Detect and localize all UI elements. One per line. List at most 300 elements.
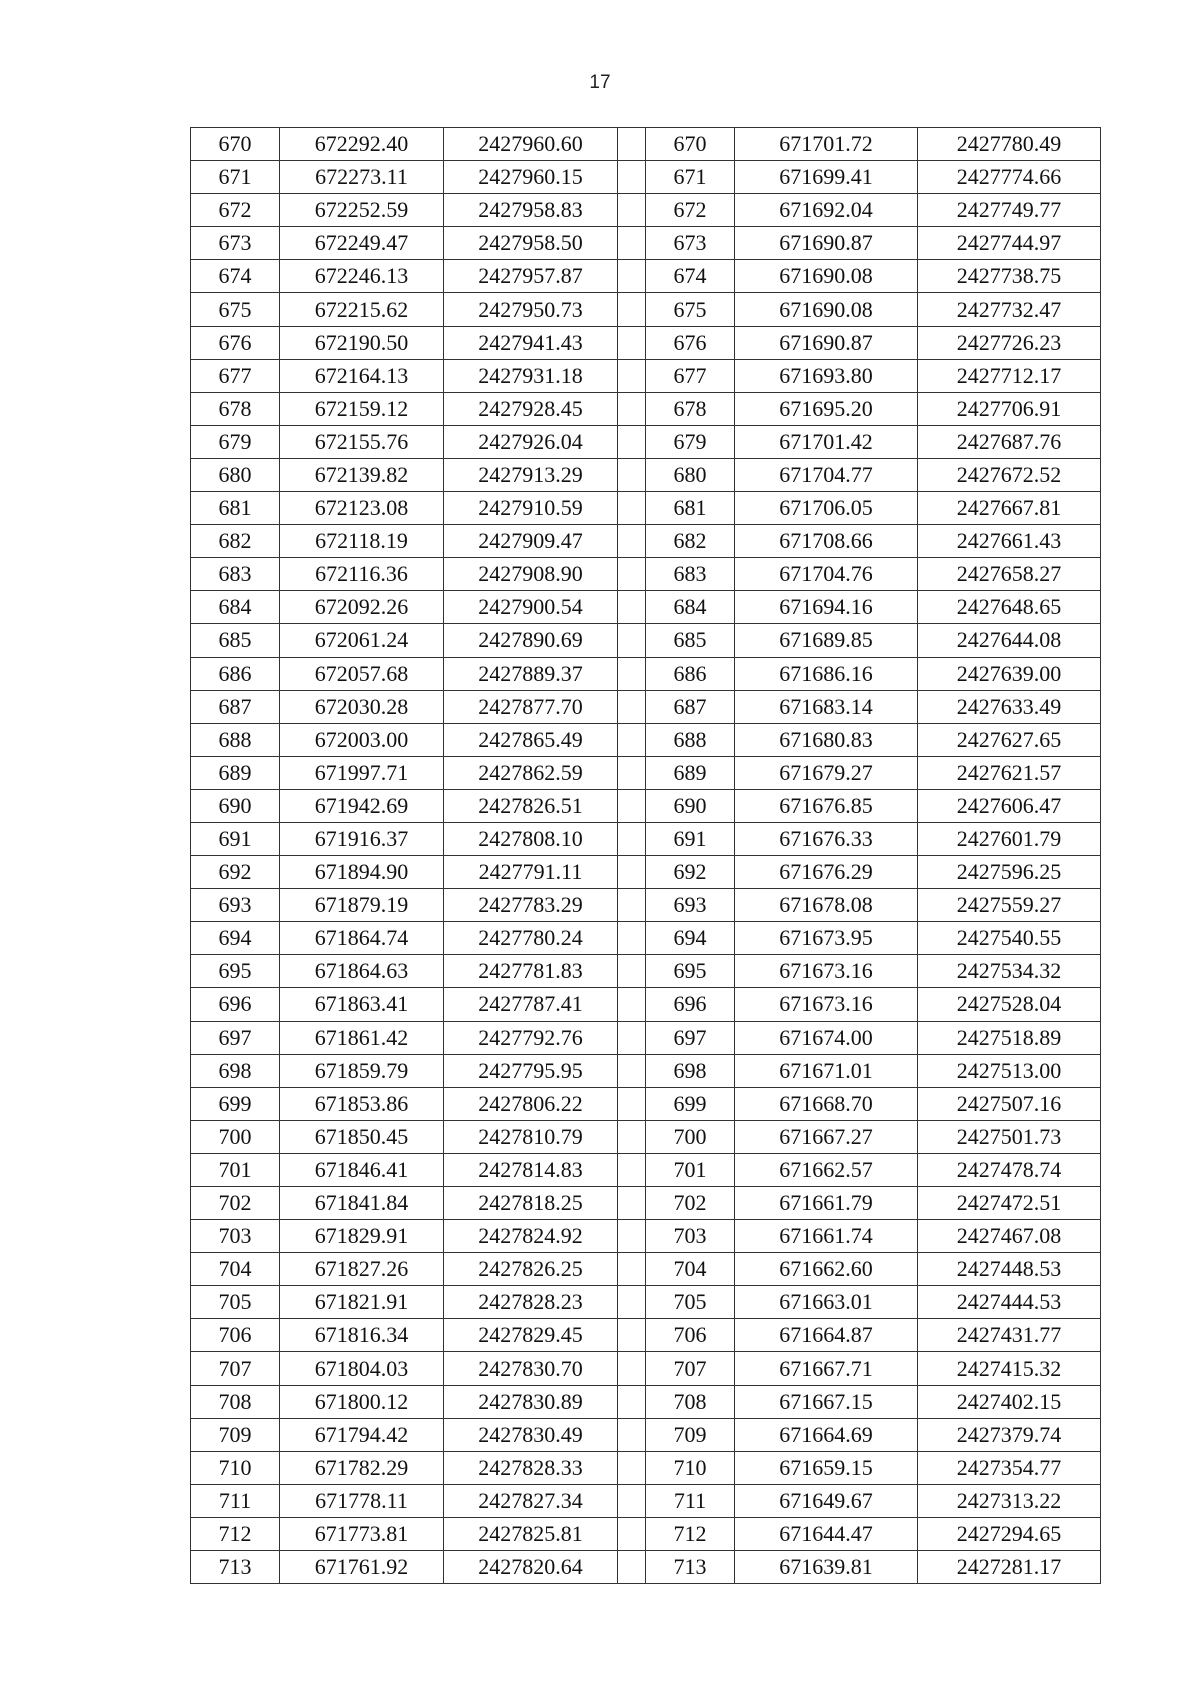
separator-cell — [618, 326, 646, 359]
table-row — [191, 1517, 1101, 1550]
table-row — [191, 624, 1101, 657]
right-y-coordinate-cell: 2427672.52 — [918, 458, 1101, 491]
right-y-coordinate-cell: 2427687.76 — [918, 425, 1101, 458]
left-x-coordinate-cell: 672273.11 — [280, 161, 444, 194]
left-y-coordinate-cell: 2427877.70 — [444, 690, 618, 723]
right-y-coordinate-cell: 2427472.51 — [918, 1187, 1101, 1220]
left-point-id-cell: 694 — [191, 922, 280, 955]
right-y-coordinate-cell: 2427402.15 — [918, 1385, 1101, 1418]
right-point-id-cell: 690 — [646, 789, 735, 822]
table-row — [191, 657, 1101, 690]
table-row — [191, 558, 1101, 591]
left-point-id-cell: 671 — [191, 161, 280, 194]
left-y-coordinate-cell: 2427889.37 — [444, 657, 618, 690]
left-point-id-cell: 699 — [191, 1087, 280, 1120]
right-x-coordinate-cell: 671693.80 — [735, 359, 918, 392]
right-x-coordinate-cell: 671659.15 — [735, 1451, 918, 1484]
right-y-coordinate-cell: 2427627.65 — [918, 723, 1101, 756]
separator-cell — [618, 1319, 646, 1352]
table-row — [191, 1153, 1101, 1186]
table-row — [191, 1319, 1101, 1352]
left-y-coordinate-cell: 2427825.81 — [444, 1517, 618, 1550]
left-y-coordinate-cell: 2427890.69 — [444, 624, 618, 657]
right-y-coordinate-cell: 2427667.81 — [918, 492, 1101, 525]
left-y-coordinate-cell: 2427960.15 — [444, 161, 618, 194]
table-row — [191, 260, 1101, 293]
separator-cell — [618, 525, 646, 558]
table-row — [191, 988, 1101, 1021]
left-point-id-cell: 686 — [191, 657, 280, 690]
right-point-id-cell: 696 — [646, 988, 735, 1021]
left-point-id-cell: 701 — [191, 1153, 280, 1186]
separator-cell — [618, 756, 646, 789]
left-point-id-cell: 703 — [191, 1220, 280, 1253]
left-x-coordinate-cell: 671942.69 — [280, 789, 444, 822]
separator-cell — [618, 558, 646, 591]
right-x-coordinate-cell: 671704.77 — [735, 458, 918, 491]
right-point-id-cell: 677 — [646, 359, 735, 392]
left-point-id-cell: 681 — [191, 492, 280, 525]
right-y-coordinate-cell: 2427706.91 — [918, 392, 1101, 425]
left-point-id-cell: 675 — [191, 293, 280, 326]
left-point-id-cell: 682 — [191, 525, 280, 558]
right-point-id-cell: 712 — [646, 1517, 735, 1550]
right-point-id-cell: 704 — [646, 1253, 735, 1286]
left-point-id-cell: 706 — [191, 1319, 280, 1352]
separator-cell — [618, 988, 646, 1021]
left-point-id-cell: 672 — [191, 194, 280, 227]
table-row — [191, 425, 1101, 458]
table-row — [191, 690, 1101, 723]
right-point-id-cell: 679 — [646, 425, 735, 458]
right-x-coordinate-cell: 671649.67 — [735, 1484, 918, 1517]
left-x-coordinate-cell: 672092.26 — [280, 591, 444, 624]
right-point-id-cell: 671 — [646, 161, 735, 194]
left-y-coordinate-cell: 2427829.45 — [444, 1319, 618, 1352]
separator-cell — [618, 955, 646, 988]
separator-cell — [618, 1484, 646, 1517]
right-y-coordinate-cell: 2427749.77 — [918, 194, 1101, 227]
left-x-coordinate-cell: 671804.03 — [280, 1352, 444, 1385]
table-row — [191, 1054, 1101, 1087]
left-y-coordinate-cell: 2427908.90 — [444, 558, 618, 591]
right-point-id-cell: 691 — [646, 822, 735, 855]
table-row — [191, 161, 1101, 194]
table-row — [191, 1352, 1101, 1385]
left-x-coordinate-cell: 672252.59 — [280, 194, 444, 227]
right-point-id-cell: 708 — [646, 1385, 735, 1418]
table-row — [191, 822, 1101, 855]
left-point-id-cell: 705 — [191, 1286, 280, 1319]
separator-cell — [618, 161, 646, 194]
table-row — [191, 1385, 1101, 1418]
right-y-coordinate-cell: 2427540.55 — [918, 922, 1101, 955]
left-point-id-cell: 697 — [191, 1021, 280, 1054]
separator-cell — [618, 1120, 646, 1153]
left-x-coordinate-cell: 672155.76 — [280, 425, 444, 458]
left-x-coordinate-cell: 671821.91 — [280, 1286, 444, 1319]
left-x-coordinate-cell: 671850.45 — [280, 1120, 444, 1153]
left-point-id-cell: 673 — [191, 227, 280, 260]
separator-cell — [618, 1551, 646, 1584]
separator-cell — [618, 723, 646, 756]
right-x-coordinate-cell: 671678.08 — [735, 889, 918, 922]
left-x-coordinate-cell: 672190.50 — [280, 326, 444, 359]
table-row — [191, 128, 1101, 161]
right-x-coordinate-cell: 671692.04 — [735, 194, 918, 227]
table-row — [191, 492, 1101, 525]
table-row — [191, 1220, 1101, 1253]
left-x-coordinate-cell: 672292.40 — [280, 128, 444, 161]
separator-cell — [618, 889, 646, 922]
right-x-coordinate-cell: 671673.16 — [735, 955, 918, 988]
separator-cell — [618, 1418, 646, 1451]
right-y-coordinate-cell: 2427596.25 — [918, 856, 1101, 889]
right-point-id-cell: 709 — [646, 1418, 735, 1451]
left-x-coordinate-cell: 671778.11 — [280, 1484, 444, 1517]
left-y-coordinate-cell: 2427826.51 — [444, 789, 618, 822]
table-row — [191, 1087, 1101, 1120]
right-point-id-cell: 688 — [646, 723, 735, 756]
left-point-id-cell: 695 — [191, 955, 280, 988]
left-point-id-cell: 674 — [191, 260, 280, 293]
separator-cell — [618, 492, 646, 525]
left-y-coordinate-cell: 2427783.29 — [444, 889, 618, 922]
right-x-coordinate-cell: 671668.70 — [735, 1087, 918, 1120]
separator-cell — [618, 227, 646, 260]
right-x-coordinate-cell: 671679.27 — [735, 756, 918, 789]
left-point-id-cell: 670 — [191, 128, 280, 161]
table-row — [191, 756, 1101, 789]
right-y-coordinate-cell: 2427431.77 — [918, 1319, 1101, 1352]
separator-cell — [618, 1352, 646, 1385]
right-x-coordinate-cell: 671661.79 — [735, 1187, 918, 1220]
left-y-coordinate-cell: 2427792.76 — [444, 1021, 618, 1054]
left-x-coordinate-cell: 671761.92 — [280, 1551, 444, 1584]
right-point-id-cell: 683 — [646, 558, 735, 591]
left-x-coordinate-cell: 672116.36 — [280, 558, 444, 591]
table-row — [191, 955, 1101, 988]
right-y-coordinate-cell: 2427518.89 — [918, 1021, 1101, 1054]
left-x-coordinate-cell: 671829.91 — [280, 1220, 444, 1253]
table-row — [191, 194, 1101, 227]
right-point-id-cell: 675 — [646, 293, 735, 326]
left-y-coordinate-cell: 2427960.60 — [444, 128, 618, 161]
left-point-id-cell: 693 — [191, 889, 280, 922]
right-x-coordinate-cell: 671694.16 — [735, 591, 918, 624]
left-y-coordinate-cell: 2427820.64 — [444, 1551, 618, 1584]
right-point-id-cell: 699 — [646, 1087, 735, 1120]
right-y-coordinate-cell: 2427559.27 — [918, 889, 1101, 922]
left-y-coordinate-cell: 2427806.22 — [444, 1087, 618, 1120]
right-point-id-cell: 692 — [646, 856, 735, 889]
right-y-coordinate-cell: 2427774.66 — [918, 161, 1101, 194]
right-x-coordinate-cell: 671706.05 — [735, 492, 918, 525]
table-row — [191, 1418, 1101, 1451]
table-row — [191, 856, 1101, 889]
left-x-coordinate-cell: 671997.71 — [280, 756, 444, 789]
left-y-coordinate-cell: 2427808.10 — [444, 822, 618, 855]
right-y-coordinate-cell: 2427294.65 — [918, 1517, 1101, 1550]
right-point-id-cell: 689 — [646, 756, 735, 789]
separator-cell — [618, 1153, 646, 1186]
left-y-coordinate-cell: 2427926.04 — [444, 425, 618, 458]
table-row — [191, 1253, 1101, 1286]
page-number: 17 — [589, 72, 611, 93]
left-x-coordinate-cell: 672164.13 — [280, 359, 444, 392]
right-x-coordinate-cell: 671673.16 — [735, 988, 918, 1021]
table-row — [191, 458, 1101, 491]
left-y-coordinate-cell: 2427830.89 — [444, 1385, 618, 1418]
right-x-coordinate-cell: 671663.01 — [735, 1286, 918, 1319]
left-x-coordinate-cell: 672215.62 — [280, 293, 444, 326]
table-row — [191, 789, 1101, 822]
left-x-coordinate-cell: 672118.19 — [280, 525, 444, 558]
left-x-coordinate-cell: 672003.00 — [280, 723, 444, 756]
left-x-coordinate-cell: 671879.19 — [280, 889, 444, 922]
right-point-id-cell: 673 — [646, 227, 735, 260]
right-x-coordinate-cell: 671676.85 — [735, 789, 918, 822]
separator-cell — [618, 1451, 646, 1484]
right-y-coordinate-cell: 2427648.65 — [918, 591, 1101, 624]
left-x-coordinate-cell: 672061.24 — [280, 624, 444, 657]
left-x-coordinate-cell: 672246.13 — [280, 260, 444, 293]
left-y-coordinate-cell: 2427913.29 — [444, 458, 618, 491]
coordinate-table-body — [191, 128, 1101, 1584]
left-point-id-cell: 677 — [191, 359, 280, 392]
right-y-coordinate-cell: 2427507.16 — [918, 1087, 1101, 1120]
right-point-id-cell: 697 — [646, 1021, 735, 1054]
left-x-coordinate-cell: 671864.63 — [280, 955, 444, 988]
left-point-id-cell: 711 — [191, 1484, 280, 1517]
right-x-coordinate-cell: 671676.29 — [735, 856, 918, 889]
separator-cell — [618, 359, 646, 392]
left-point-id-cell: 700 — [191, 1120, 280, 1153]
left-point-id-cell: 676 — [191, 326, 280, 359]
separator-cell — [618, 822, 646, 855]
left-y-coordinate-cell: 2427910.59 — [444, 492, 618, 525]
right-point-id-cell: 703 — [646, 1220, 735, 1253]
left-y-coordinate-cell: 2427862.59 — [444, 756, 618, 789]
right-x-coordinate-cell: 671667.27 — [735, 1120, 918, 1153]
right-y-coordinate-cell: 2427621.57 — [918, 756, 1101, 789]
right-y-coordinate-cell: 2427780.49 — [918, 128, 1101, 161]
right-y-coordinate-cell: 2427661.43 — [918, 525, 1101, 558]
left-point-id-cell: 683 — [191, 558, 280, 591]
right-point-id-cell: 706 — [646, 1319, 735, 1352]
left-y-coordinate-cell: 2427780.24 — [444, 922, 618, 955]
separator-cell — [618, 260, 646, 293]
left-point-id-cell: 710 — [191, 1451, 280, 1484]
left-y-coordinate-cell: 2427830.49 — [444, 1418, 618, 1451]
right-point-id-cell: 685 — [646, 624, 735, 657]
left-x-coordinate-cell: 671853.86 — [280, 1087, 444, 1120]
right-x-coordinate-cell: 671662.57 — [735, 1153, 918, 1186]
separator-cell — [618, 1286, 646, 1319]
right-x-coordinate-cell: 671673.95 — [735, 922, 918, 955]
right-point-id-cell: 678 — [646, 392, 735, 425]
separator-cell — [618, 128, 646, 161]
left-x-coordinate-cell: 671782.29 — [280, 1451, 444, 1484]
right-point-id-cell: 686 — [646, 657, 735, 690]
left-point-id-cell: 696 — [191, 988, 280, 1021]
table-row — [191, 1120, 1101, 1153]
left-x-coordinate-cell: 671827.26 — [280, 1253, 444, 1286]
right-y-coordinate-cell: 2427658.27 — [918, 558, 1101, 591]
left-x-coordinate-cell: 671863.41 — [280, 988, 444, 1021]
right-point-id-cell: 707 — [646, 1352, 735, 1385]
right-x-coordinate-cell: 671690.87 — [735, 326, 918, 359]
right-y-coordinate-cell: 2427354.77 — [918, 1451, 1101, 1484]
left-x-coordinate-cell: 671916.37 — [280, 822, 444, 855]
right-y-coordinate-cell: 2427528.04 — [918, 988, 1101, 1021]
right-x-coordinate-cell: 671680.83 — [735, 723, 918, 756]
right-y-coordinate-cell: 2427534.32 — [918, 955, 1101, 988]
table-row — [191, 227, 1101, 260]
right-x-coordinate-cell: 671695.20 — [735, 392, 918, 425]
left-y-coordinate-cell: 2427791.11 — [444, 856, 618, 889]
table-row — [191, 1551, 1101, 1584]
left-point-id-cell: 708 — [191, 1385, 280, 1418]
left-point-id-cell: 713 — [191, 1551, 280, 1584]
separator-cell — [618, 1187, 646, 1220]
table-row — [191, 1484, 1101, 1517]
right-x-coordinate-cell: 671671.01 — [735, 1054, 918, 1087]
left-x-coordinate-cell: 671864.74 — [280, 922, 444, 955]
right-point-id-cell: 693 — [646, 889, 735, 922]
separator-cell — [618, 425, 646, 458]
left-y-coordinate-cell: 2427958.83 — [444, 194, 618, 227]
table-row — [191, 525, 1101, 558]
left-y-coordinate-cell: 2427795.95 — [444, 1054, 618, 1087]
right-y-coordinate-cell: 2427313.22 — [918, 1484, 1101, 1517]
right-y-coordinate-cell: 2427633.49 — [918, 690, 1101, 723]
right-y-coordinate-cell: 2427448.53 — [918, 1253, 1101, 1286]
right-x-coordinate-cell: 671667.71 — [735, 1352, 918, 1385]
right-point-id-cell: 681 — [646, 492, 735, 525]
separator-cell — [618, 591, 646, 624]
left-point-id-cell: 689 — [191, 756, 280, 789]
right-x-coordinate-cell: 671683.14 — [735, 690, 918, 723]
left-y-coordinate-cell: 2427828.23 — [444, 1286, 618, 1319]
left-y-coordinate-cell: 2427950.73 — [444, 293, 618, 326]
table-row — [191, 723, 1101, 756]
right-x-coordinate-cell: 671644.47 — [735, 1517, 918, 1550]
left-x-coordinate-cell: 671800.12 — [280, 1385, 444, 1418]
left-point-id-cell: 692 — [191, 856, 280, 889]
right-point-id-cell: 710 — [646, 1451, 735, 1484]
right-x-coordinate-cell: 671639.81 — [735, 1551, 918, 1584]
left-x-coordinate-cell: 672139.82 — [280, 458, 444, 491]
right-point-id-cell: 670 — [646, 128, 735, 161]
left-y-coordinate-cell: 2427958.50 — [444, 227, 618, 260]
right-y-coordinate-cell: 2427639.00 — [918, 657, 1101, 690]
right-x-coordinate-cell: 671662.60 — [735, 1253, 918, 1286]
separator-cell — [618, 1253, 646, 1286]
left-x-coordinate-cell: 671841.84 — [280, 1187, 444, 1220]
left-point-id-cell: 698 — [191, 1054, 280, 1087]
right-y-coordinate-cell: 2427712.17 — [918, 359, 1101, 392]
left-point-id-cell: 687 — [191, 690, 280, 723]
right-x-coordinate-cell: 671704.76 — [735, 558, 918, 591]
separator-cell — [618, 1517, 646, 1550]
right-y-coordinate-cell: 2427744.97 — [918, 227, 1101, 260]
left-x-coordinate-cell: 671816.34 — [280, 1319, 444, 1352]
left-point-id-cell: 679 — [191, 425, 280, 458]
right-point-id-cell: 680 — [646, 458, 735, 491]
separator-cell — [618, 392, 646, 425]
table-row — [191, 889, 1101, 922]
left-y-coordinate-cell: 2427865.49 — [444, 723, 618, 756]
left-y-coordinate-cell: 2427818.25 — [444, 1187, 618, 1220]
left-y-coordinate-cell: 2427781.83 — [444, 955, 618, 988]
left-point-id-cell: 680 — [191, 458, 280, 491]
right-x-coordinate-cell: 671674.00 — [735, 1021, 918, 1054]
left-point-id-cell: 691 — [191, 822, 280, 855]
left-y-coordinate-cell: 2427957.87 — [444, 260, 618, 293]
right-y-coordinate-cell: 2427732.47 — [918, 293, 1101, 326]
separator-cell — [618, 458, 646, 491]
left-y-coordinate-cell: 2427830.70 — [444, 1352, 618, 1385]
right-point-id-cell: 687 — [646, 690, 735, 723]
left-point-id-cell: 709 — [191, 1418, 280, 1451]
right-x-coordinate-cell: 671701.72 — [735, 128, 918, 161]
right-point-id-cell: 701 — [646, 1153, 735, 1186]
table-row — [191, 392, 1101, 425]
separator-cell — [618, 624, 646, 657]
separator-cell — [618, 657, 646, 690]
left-y-coordinate-cell: 2427827.34 — [444, 1484, 618, 1517]
right-y-coordinate-cell: 2427606.47 — [918, 789, 1101, 822]
left-x-coordinate-cell: 671846.41 — [280, 1153, 444, 1186]
right-point-id-cell: 713 — [646, 1551, 735, 1584]
left-y-coordinate-cell: 2427824.92 — [444, 1220, 618, 1253]
right-y-coordinate-cell: 2427738.75 — [918, 260, 1101, 293]
right-point-id-cell: 702 — [646, 1187, 735, 1220]
left-y-coordinate-cell: 2427814.83 — [444, 1153, 618, 1186]
right-point-id-cell: 698 — [646, 1054, 735, 1087]
right-point-id-cell: 711 — [646, 1484, 735, 1517]
left-x-coordinate-cell: 671794.42 — [280, 1418, 444, 1451]
left-x-coordinate-cell: 672030.28 — [280, 690, 444, 723]
right-y-coordinate-cell: 2427444.53 — [918, 1286, 1101, 1319]
right-x-coordinate-cell: 671661.74 — [735, 1220, 918, 1253]
right-y-coordinate-cell: 2427379.74 — [918, 1418, 1101, 1451]
left-x-coordinate-cell: 672249.47 — [280, 227, 444, 260]
right-x-coordinate-cell: 671708.66 — [735, 525, 918, 558]
right-x-coordinate-cell: 671664.69 — [735, 1418, 918, 1451]
right-x-coordinate-cell: 671689.85 — [735, 624, 918, 657]
table-row — [191, 293, 1101, 326]
right-x-coordinate-cell: 671701.42 — [735, 425, 918, 458]
table-row — [191, 922, 1101, 955]
right-x-coordinate-cell: 671699.41 — [735, 161, 918, 194]
right-x-coordinate-cell: 671690.08 — [735, 260, 918, 293]
right-y-coordinate-cell: 2427726.23 — [918, 326, 1101, 359]
left-y-coordinate-cell: 2427810.79 — [444, 1120, 618, 1153]
left-point-id-cell: 712 — [191, 1517, 280, 1550]
left-x-coordinate-cell: 672123.08 — [280, 492, 444, 525]
left-point-id-cell: 702 — [191, 1187, 280, 1220]
right-x-coordinate-cell: 671676.33 — [735, 822, 918, 855]
right-y-coordinate-cell: 2427644.08 — [918, 624, 1101, 657]
left-x-coordinate-cell: 671894.90 — [280, 856, 444, 889]
table-row — [191, 1021, 1101, 1054]
right-y-coordinate-cell: 2427467.08 — [918, 1220, 1101, 1253]
left-x-coordinate-cell: 672057.68 — [280, 657, 444, 690]
table-row — [191, 326, 1101, 359]
right-y-coordinate-cell: 2427501.73 — [918, 1120, 1101, 1153]
